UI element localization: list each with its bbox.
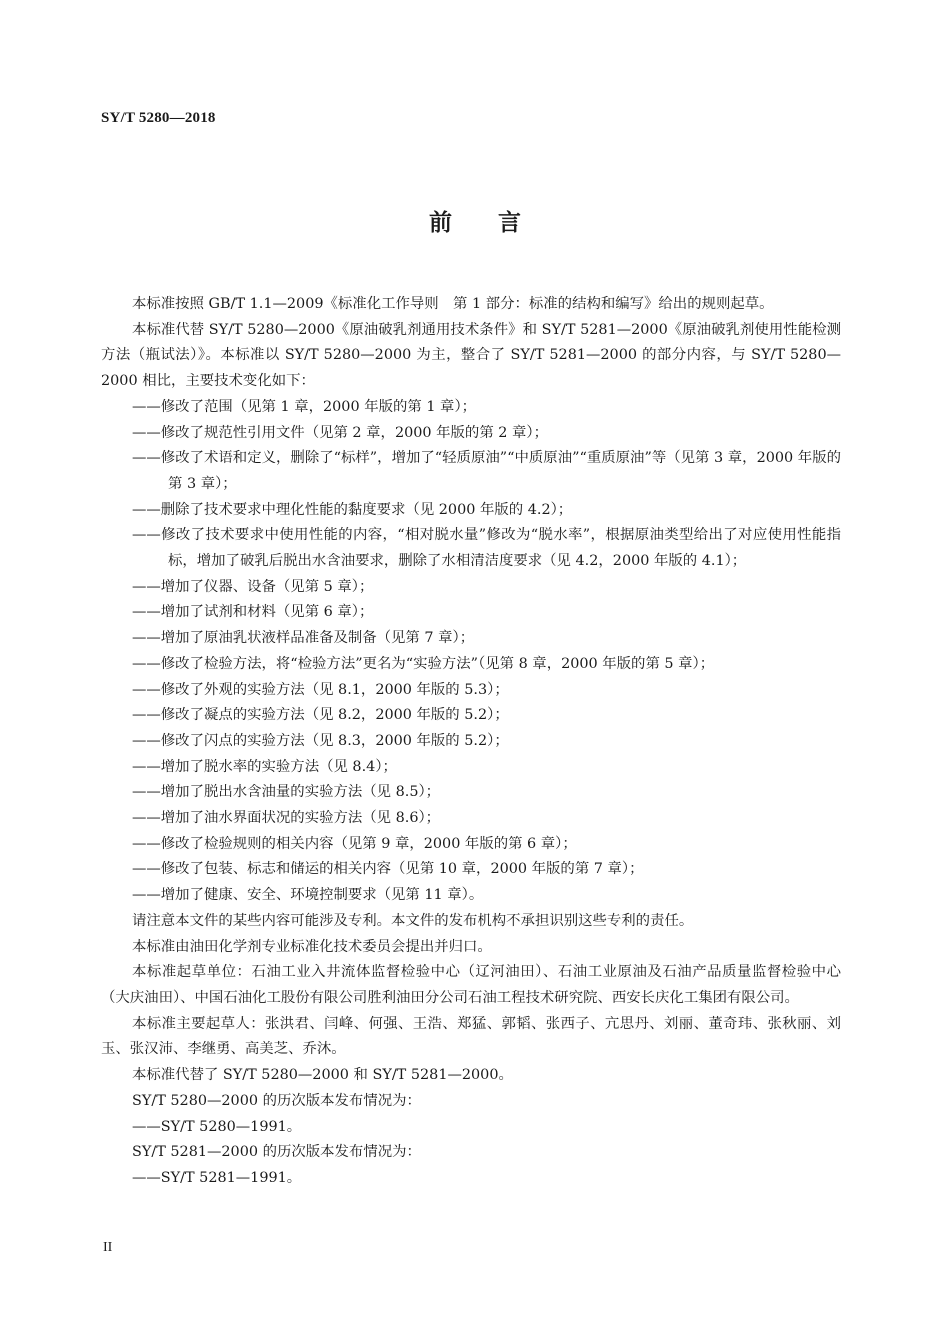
change-item: ——修改了检验规则的相关内容（见第 9 章，2000 年版的第 6 章）； xyxy=(132,835,577,852)
change-item: ——增加了试剂和材料（见第 6 章）； xyxy=(132,604,374,621)
paragraph: 本标准主要起草人：张洪君、闫峰、何强、王浩、郑猛、郭韬、张西子、亢思丹、刘丽、董奇玮、张秋丽、刘玉、张汉沛、李继勇、高美芝、乔沐。 xyxy=(101,1015,841,1058)
paragraph: 本标准由油田化学剂专业标准化技术委员会提出并归口。 xyxy=(132,938,492,955)
change-item: ——增加了油水界面状况的实验方法（见 8.6）； xyxy=(132,810,441,827)
document-code: SY/T 5280—2018 xyxy=(101,110,216,126)
change-item: ——修改了术语和定义，删除了“标样”，增加了“轻质原油”“中质原油”“重质原油”等（见第 3 章，2000 年版的第 3 章）； xyxy=(132,450,841,492)
page-title: 前言 xyxy=(429,210,567,236)
change-item: ——增加了仪器、设备（见第 5 章）； xyxy=(132,578,374,595)
change-item: ——修改了包装、标志和储运的相关内容（见第 10 章，2000 年版的第 7 章）； xyxy=(132,861,644,878)
history-item: ——SY/T 5280—1991。 xyxy=(132,1118,302,1135)
change-item: ——修改了规范性引用文件（见第 2 章，2000 年版的第 2 章）； xyxy=(132,424,548,441)
paragraph: SY/T 5280—2000 的历次版本发布情况为： xyxy=(132,1092,421,1109)
change-item: ——增加了原油乳状液样品准备及制备（见第 7 章）； xyxy=(132,630,475,647)
change-item: ——增加了脱水率的实验方法（见 8.4）； xyxy=(132,758,397,775)
change-item: ——修改了外观的实验方法（见 8.1，2000 年版的 5.3）； xyxy=(132,681,509,698)
page-number: II xyxy=(103,1240,113,1255)
paragraph: 本标准按照 GB/T 1.1—2009《标准化工作导则 第 1 部分：标准的结构和编写》给出的规则起草。 xyxy=(132,296,774,312)
paragraph: 本标准代替 SY/T 5280—2000《原油破乳剂通用技术条件》和 SY/T 5281—2000《原油破乳剂使用性能检测方法（瓶试法）》。本标准以 SY/T 5280—2000 为主，整合了 SY/T 5281—2000 的部分内容，与 SY/T 5280—2000 相比，主要技术变化如下： xyxy=(101,321,841,390)
history-item: ——SY/T 5281—1991。 xyxy=(132,1169,302,1186)
change-item: ——增加了健康、安全、环境控制要求（见第 11 章）。 xyxy=(132,887,484,904)
paragraph: 请注意本文件的某些内容可能涉及专利。本文件的发布机构不承担识别这些专利的责任。 xyxy=(132,912,694,929)
change-item: ——修改了范围（见第 1 章，2000 年版的第 1 章）； xyxy=(132,398,477,415)
paragraph: 本标准代替了 SY/T 5280—2000 和 SY/T 5281—2000。 xyxy=(132,1067,513,1084)
paragraph: SY/T 5281—2000 的历次版本发布情况为： xyxy=(132,1144,421,1161)
change-item: ——修改了闪点的实验方法（见 8.3，2000 年版的 5.2）； xyxy=(132,732,509,749)
change-item: ——增加了脱出水含油量的实验方法（见 8.5）； xyxy=(132,784,441,801)
change-item: ——修改了技术要求中使用性能的内容，“相对脱水量”修改为“脱水率”，根据原油类型给出了对应使用性能指标，增加了破乳后脱出水含油要求，删除了水相清洁度要求（见 4.2，2000 年版的 4.1）； xyxy=(132,527,841,570)
change-item: ——删除了技术要求中理化性能的黏度要求（见 2000 年版的 4.2）； xyxy=(132,501,573,518)
change-item: ——修改了检验方法，将“检验方法”更名为“实验方法”（见第 8 章，2000 年版的第 5 章）； xyxy=(132,655,715,672)
change-item: ——修改了凝点的实验方法（见 8.2，2000 年版的 5.2）； xyxy=(132,707,509,724)
foreword-body xyxy=(101,292,841,1192)
paragraph: 本标准起草单位：石油工业入井流体监督检验中心（辽河油田）、石油工业原油及石油产品质量监督检验中心（大庆油田）、中国石油化工股份有限公司胜利油田分公司石油工程技术研究院、西安长庆化工集团有限公司。 xyxy=(101,964,841,1006)
